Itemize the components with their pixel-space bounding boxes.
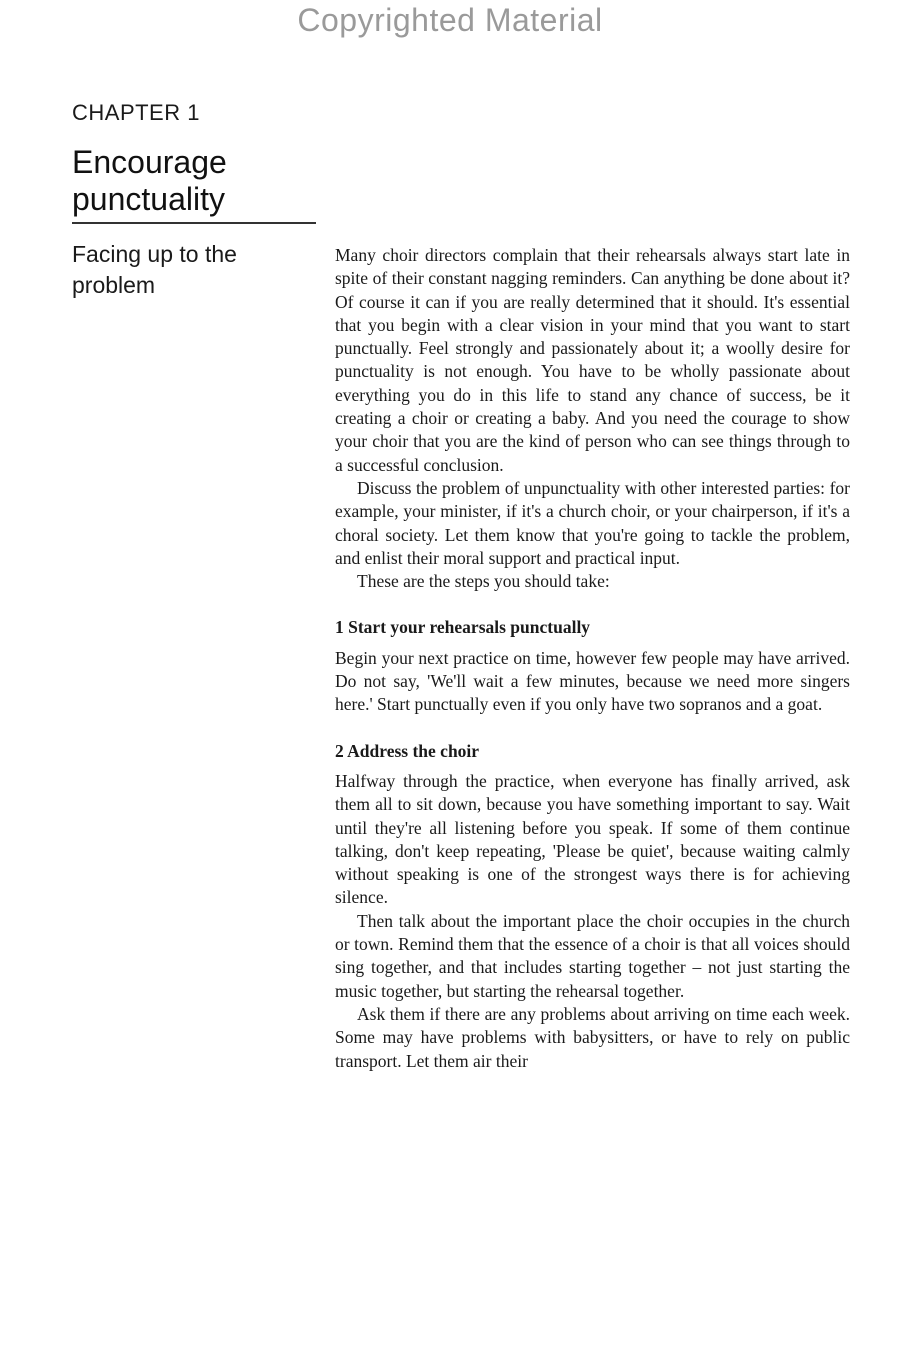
body-text-column: [335, 244, 850, 1073]
chapter-label: CHAPTER 1: [72, 100, 200, 125]
copyright-watermark: Copyrighted Material: [297, 2, 603, 38]
intro-paragraph: Many choir directors complain that their rehearsals always start late in spite of their constant nagging reminders. Can anything be done about it? Of course it can if you are really determined that it should. It's essential that you begin with a clear vision in your mind that you want to start punctually. Feel strongly and passionately about it; a woolly desire for punctuality is not enough. You have to be wholly passionate about everything you do in this life to stand any chance of success, be it creating a choir or creating a baby. And you need the courage to show your choir that you are the kind of person who can see things through to a successful conclusion.: [335, 245, 850, 475]
step-2-paragraph: Halfway through the practice, when everyone has finally arrived, ask them all to sit down, because you have something important to say. Wait until they're all listening before you speak. If some of them continue talking, don't keep repeating, 'Please be quiet', because waiting calmly without speaking is one of the strongest ways there is for achieving silence.: [335, 770, 850, 908]
step-2-paragraph: Then talk about the important place the choir occupies in the church or town. Remind them that the essence of a choir is that all voices should sing together, and that includes starting together – not just starting the music together, but starting the rehearsal together.: [335, 910, 850, 1001]
step-2-paragraph: Ask them if there are any problems about arriving on time each week. Some may have problems with babysitters, or have to rely on public transport. Let them air their: [335, 1003, 850, 1071]
intro-paragraph: Discuss the problem of unpunctuality with other interested parties: for example, your minister, if it's a church choir, or your chairperson, if it's a choral society. Let them know that you're going to tackle the problem, and enlist their moral support and practical input.: [335, 477, 850, 568]
chapter-title: Encourage punctuality: [72, 144, 316, 224]
step-1-heading: 1 Start your rehearsals punctually: [335, 617, 591, 638]
step-1-paragraph: Begin your next practice on time, however few people may have arrived. Do not say, 'We'll wait a few minutes, because we need more singers here.' Start punctually even if you only have two sopranos and a goat.: [335, 647, 850, 715]
step-2-heading: 2 Address the choir: [335, 740, 480, 761]
section-heading: Facing up to the problem: [72, 241, 237, 298]
intro-paragraph: These are the steps you should take:: [357, 571, 610, 592]
